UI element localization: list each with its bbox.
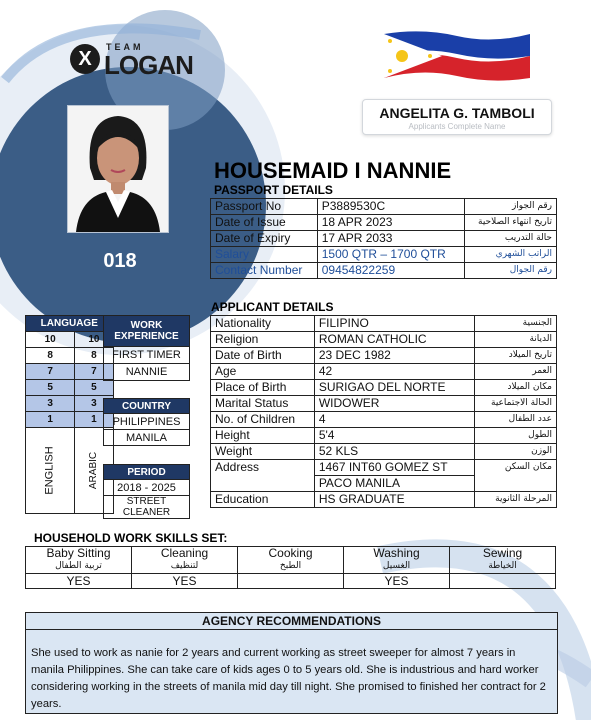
passport-value: 1500 QTR – 1700 QTR <box>317 247 464 263</box>
work-experience-block <box>103 315 190 381</box>
passport-value: 18 APR 2023 <box>317 215 464 231</box>
skill-value <box>238 574 344 589</box>
passport-label: Date of Issue <box>211 215 318 231</box>
country-block <box>103 398 190 446</box>
detail-label: Nationality <box>211 316 315 332</box>
country-line-1: PHILIPPINES <box>104 414 190 430</box>
language-level: 8 <box>26 348 75 364</box>
language-level: 10 <box>26 332 75 348</box>
recommendations-text: She used to work as nanie for 2 years and current working as street sweeper for almost 7 years in manila Philippines. She can take care of kids ages 0 to 5 years old. She is industrious and hard worker considering working in the streets of manila mid day till night. She promised to finished her contract for 2 years. <box>31 647 546 710</box>
language-level: 5 <box>75 380 113 396</box>
applicant-details-table <box>210 315 557 508</box>
detail-label-arabic: الوزن <box>475 444 557 460</box>
table-row <box>211 380 557 396</box>
table-row <box>211 316 557 332</box>
work-experience-line-1: FIRST TIMER <box>104 347 190 364</box>
period-heading: PERIOD <box>104 465 190 480</box>
passport-details-table <box>210 198 557 279</box>
position-title: HOUSEMAID I NANNIE <box>214 158 452 183</box>
skills-table <box>25 546 556 589</box>
table-row <box>211 460 557 476</box>
language-level: 5 <box>26 380 75 396</box>
detail-label: Height <box>211 428 315 444</box>
table-row <box>211 396 557 412</box>
table-row <box>211 231 557 247</box>
detail-value: HS GRADUATE <box>314 492 475 508</box>
detail-label-arabic: الحالة الاجتماعية <box>475 396 557 412</box>
address-label: Address <box>211 460 315 492</box>
detail-value: 5'4 <box>314 428 475 444</box>
language-arabic: ARABIC <box>75 428 113 514</box>
skill-header: Cleaning لتنظيف <box>132 547 238 574</box>
table-row <box>26 574 556 589</box>
detail-label-arabic: عدد الطفال <box>475 412 557 428</box>
detail-label-arabic: تاريخ الميلاد <box>475 348 557 364</box>
language-level: 1 <box>75 412 113 428</box>
table-row <box>211 444 557 460</box>
skill-value: YES <box>26 574 132 589</box>
table-row <box>211 263 557 279</box>
recommendations-heading: AGENCY RECOMMENDATIONS <box>26 613 557 630</box>
table-row <box>26 547 556 574</box>
applicant-reference-number: 018 <box>103 250 137 272</box>
period-block <box>103 464 190 519</box>
skill-value: YES <box>344 574 450 589</box>
philippines-flag <box>382 28 532 83</box>
detail-label-arabic: الجنسية <box>475 316 557 332</box>
passport-label-arabic: رقم الجوال <box>465 263 557 279</box>
skill-header: Washing الغسيل <box>344 547 450 574</box>
detail-label: Age <box>211 364 315 380</box>
language-level: 8 <box>75 348 113 364</box>
passport-label-arabic: حالة التدريب <box>465 231 557 247</box>
detail-label-arabic: الديانة <box>475 332 557 348</box>
person-portrait-icon <box>68 106 168 232</box>
detail-value: SURIGAO DEL NORTE <box>314 380 475 396</box>
language-heading: LANGUAGE <box>26 316 114 332</box>
detail-value: WIDOWER <box>314 396 475 412</box>
work-experience-heading: WORK EXPERIENCE <box>104 316 190 347</box>
detail-value: 4 <box>314 412 475 428</box>
skill-header: Sewing الخياطة <box>450 547 556 574</box>
language-level: 3 <box>26 396 75 412</box>
passport-value: P3889530C <box>317 199 464 215</box>
address-label-arabic: مكان السكن <box>475 460 557 492</box>
skill-header: Baby Sitting تربية الطفال <box>26 547 132 574</box>
logo-team-text: TEAM <box>106 42 144 52</box>
table-row <box>211 247 557 263</box>
passport-label-arabic: رقم الجواز <box>465 199 557 215</box>
language-english: ENGLISH <box>26 428 75 514</box>
philippines-flag-icon <box>382 28 532 83</box>
logo-x-mark: X <box>70 44 100 74</box>
detail-label: No. of Children <box>211 412 315 428</box>
detail-label: Marital Status <box>211 396 315 412</box>
language-level: 7 <box>26 364 75 380</box>
country-heading: COUNTRY <box>104 399 190 414</box>
detail-label: Weight <box>211 444 315 460</box>
table-row <box>211 215 557 231</box>
detail-value: ROMAN CATHOLIC <box>314 332 475 348</box>
passport-label: Contact Number <box>211 263 318 279</box>
applicant-details-heading: APPLICANT DETAILS <box>211 300 334 314</box>
applicant-name-card <box>362 99 552 135</box>
address-line-1: 1467 INT60 GOMEZ ST <box>314 460 475 476</box>
detail-value: 42 <box>314 364 475 380</box>
language-level: 10 <box>75 332 113 348</box>
table-row <box>211 428 557 444</box>
detail-value: 52 KLS <box>314 444 475 460</box>
detail-label: Religion <box>211 332 315 348</box>
detail-value: 23 DEC 1982 <box>314 348 475 364</box>
period-line-1: 2018 - 2025 <box>104 480 190 496</box>
applicant-name: ANGELITA G. TAMBOLI <box>379 105 535 121</box>
detail-label-arabic: المرحلة الثانوية <box>475 492 557 508</box>
country-line-2: MANILA <box>104 430 190 446</box>
applicant-name-caption: Applicants Complete Name <box>408 122 506 131</box>
table-row <box>211 492 557 508</box>
passport-label-arabic: الراتب الشهري <box>465 247 557 263</box>
passport-value: 09454822259 <box>317 263 464 279</box>
skills-heading: HOUSEHOLD WORK SKILLS SET: <box>34 531 228 545</box>
detail-label: Place of Birth <box>211 380 315 396</box>
skill-value: YES <box>132 574 238 589</box>
work-experience-line-2: NANNIE <box>104 364 190 381</box>
applicant-photo <box>67 105 169 233</box>
table-row <box>211 332 557 348</box>
detail-label: Education <box>211 492 315 508</box>
logo-logan-text: LOGAN <box>104 50 193 80</box>
address-line-2: PACO MANILA <box>314 476 475 492</box>
detail-label-arabic: مكان الميلاد <box>475 380 557 396</box>
language-table <box>25 315 114 514</box>
detail-label: Date of Birth <box>211 348 315 364</box>
passport-label-arabic: تاريخ انتهاء الصلاحية <box>465 215 557 231</box>
language-level: 3 <box>75 396 113 412</box>
language-level: 7 <box>75 364 113 380</box>
detail-label-arabic: الطول <box>475 428 557 444</box>
skill-value <box>450 574 556 589</box>
table-row <box>211 364 557 380</box>
skill-header: Cooking الطبخ <box>238 547 344 574</box>
period-line-2: STREET CLEANER <box>104 496 190 519</box>
passport-value: 17 APR 2033 <box>317 231 464 247</box>
passport-label: Date of Expiry <box>211 231 318 247</box>
passport-label: Salary <box>211 247 318 263</box>
table-row <box>211 348 557 364</box>
passport-label: Passport No <box>211 199 318 215</box>
table-row <box>211 199 557 215</box>
team-logan-logo <box>70 40 193 90</box>
detail-label-arabic: العمر <box>475 364 557 380</box>
detail-value: FILIPINO <box>314 316 475 332</box>
language-level: 1 <box>26 412 75 428</box>
passport-details-heading: PASSPORT DETAILS <box>214 183 333 197</box>
table-row <box>211 412 557 428</box>
agency-recommendations-box <box>25 612 558 714</box>
